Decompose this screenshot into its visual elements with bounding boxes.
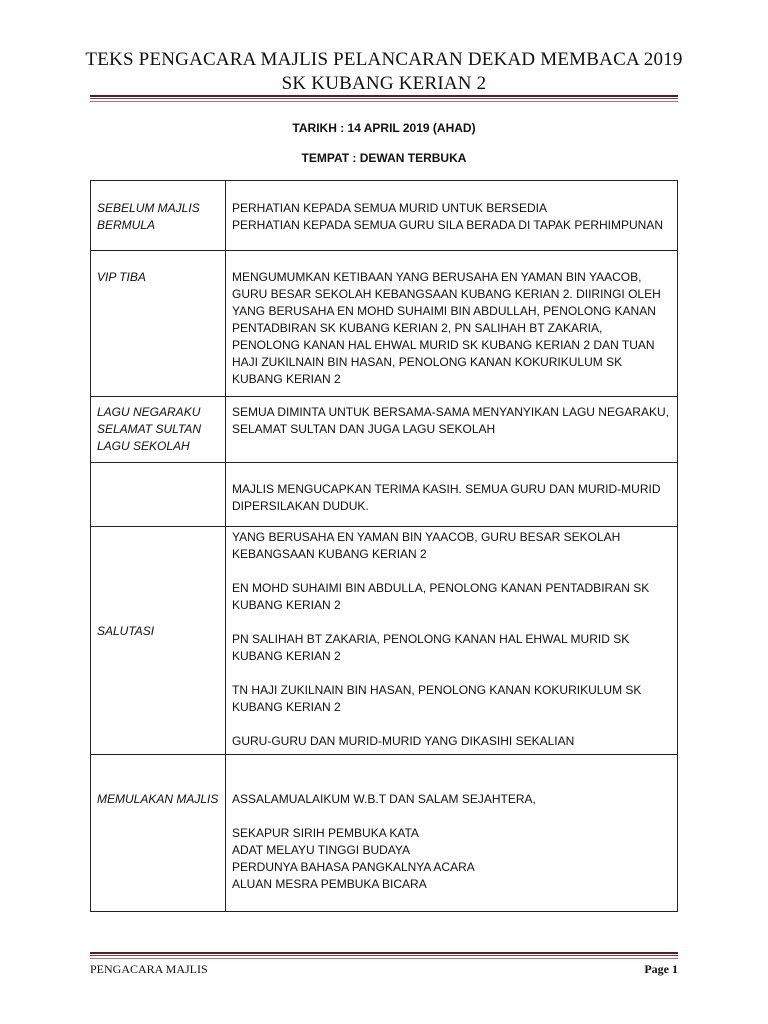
content-line: ASSALAMUALAIKUM W.B.T DAN SALAM SEJAHTERA, bbox=[232, 792, 536, 806]
header-rule-thin bbox=[90, 101, 678, 102]
document-title bbox=[0, 48, 768, 96]
row-label bbox=[91, 527, 226, 755]
row-label bbox=[91, 397, 226, 463]
content-line: EN MOHD SUHAIMI BIN ABDULLA, PENOLONG KANAN PENTADBIRAN SK KUBANG KERIAN 2 bbox=[232, 581, 650, 612]
row-content bbox=[226, 397, 678, 463]
footer-label: PENGACARA MAJLIS bbox=[90, 962, 208, 976]
row-label bbox=[91, 463, 226, 527]
row-label bbox=[91, 181, 226, 251]
content-line: PN SALIHAH BT ZAKARIA, PENOLONG KANAN HAL EHWAL MURID SK KUBANG KERIAN 2 bbox=[232, 632, 630, 663]
header-rule bbox=[90, 95, 678, 99]
date-line: TARIKH : 14 APRIL 2019 (AHAD) bbox=[292, 121, 476, 135]
row-label-text: SALUTASI bbox=[97, 624, 155, 638]
row-label-text: VIP TIBA bbox=[97, 270, 146, 284]
program-table bbox=[90, 180, 678, 912]
row-label-text: LAGU NEGARAKU bbox=[97, 405, 201, 419]
row-content bbox=[226, 527, 678, 755]
page-number: Page 1 bbox=[644, 962, 678, 976]
verse-line: ADAT MELAYU TINGGI BUDAYA bbox=[232, 843, 411, 857]
verse-line: PERDUNYA BAHASA PANGKALNYA ACARA bbox=[232, 860, 475, 874]
content-line: TN HAJI ZUKILNAIN BIN HASAN, PENOLONG KANAN KOKURIKULUM SK KUBANG KERIAN 2 bbox=[232, 683, 642, 714]
row-label-text: LAGU SEKOLAH bbox=[97, 439, 190, 453]
content-line: PERHATIAN KEPADA SEMUA MURID UNTUK BERSEDIA bbox=[232, 201, 547, 215]
verse-line: ALUAN MESRA PEMBUKA BICARA bbox=[232, 877, 427, 891]
table-row bbox=[91, 181, 678, 251]
footer-rule-thin bbox=[90, 958, 678, 959]
table-row bbox=[91, 251, 678, 397]
table-row bbox=[91, 397, 678, 463]
content-line: MAJLIS MENGUCAPKAN TERIMA KASIH. SEMUA GURU DAN MURID-MURID DIPERSILAKAN DUDUK. bbox=[232, 482, 661, 513]
title-line-2: SK KUBANG KERIAN 2 bbox=[281, 73, 487, 94]
row-label-text: SEBELUM MAJLIS BERMULA bbox=[97, 201, 200, 232]
table-row bbox=[91, 527, 678, 755]
row-content bbox=[226, 755, 678, 912]
row-content bbox=[226, 251, 678, 397]
content-line: YANG BERUSAHA EN YAMAN BIN YAACOB, GURU BESAR SEKOLAH KEBANGSAAN KUBANG KERIAN 2 bbox=[232, 530, 621, 561]
row-label bbox=[91, 755, 226, 912]
table-row bbox=[91, 463, 678, 527]
row-label-text: MEMULAKAN MAJLIS bbox=[97, 792, 219, 806]
content-line: GURU-GURU DAN MURID-MURID YANG DIKASIHI SEKALIAN bbox=[232, 734, 575, 748]
table-row bbox=[91, 755, 678, 912]
venue-line: TEMPAT : DEWAN TERBUKA bbox=[301, 151, 467, 165]
content-line: MENGUMUMKAN KETIBAAN YANG BERUSAHA EN YAMAN BIN YAACOB, GURU BESAR SEKOLAH KEBANGSAAN KUBANG KERIAN 2. DIIRINGI OLEH YANG BERUSAHA EN MOHD SUHAIMI BIN ABDULLAH, PENOLONG KANAN PENTADBIRAN SK KUBANG KERIAN 2, PN SALIHAH BT ZAKARIA, PENOLONG KANAN HAL EHWAL MURID SK KUBANG KERIAN 2 DAN TUAN HAJI ZUKILNAIN BIN HASAN, PENOLONG KANAN KOKURIKULUM SK KUBANG KERIAN 2 bbox=[232, 270, 661, 386]
content-line: PERHATIAN KEPADA SEMUA GURU SILA BERADA DI TAPAK PERHIMPUNAN bbox=[232, 218, 663, 232]
row-label-text: SELAMAT SULTAN bbox=[97, 422, 202, 436]
row-content bbox=[226, 463, 678, 527]
content-line: SEMUA DIMINTA UNTUK BERSAMA-SAMA MENYANYIKAN LAGU NEGARAKU, SELAMAT SULTAN DAN JUGA LAGU SEKOLAH bbox=[232, 405, 669, 436]
footer-rule bbox=[90, 952, 678, 956]
row-content bbox=[226, 181, 678, 251]
verse-line: SEKAPUR SIRIH PEMBUKA KATA bbox=[232, 826, 419, 840]
row-label bbox=[91, 251, 226, 397]
title-line-1: TEKS PENGACARA MAJLIS PELANCARAN DEKAD MEMBACA 2019 bbox=[85, 49, 683, 70]
